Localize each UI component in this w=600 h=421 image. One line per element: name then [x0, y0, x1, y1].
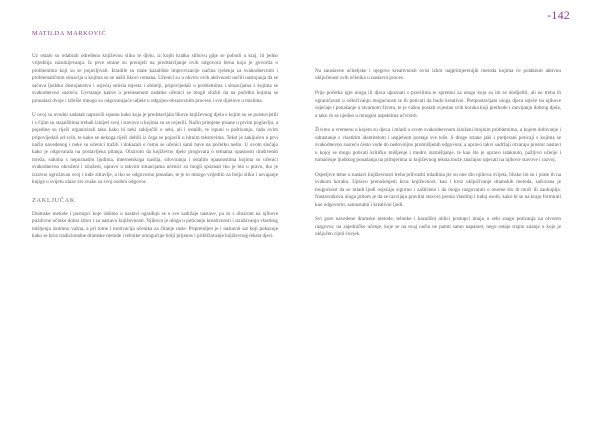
body-paragraph: U ovoj su uvodni zadatak napravili ispunu kako koja je predstavljala likove književnog djela s kojim su se poistovjetili i s čijim su stajalištima trebali iznijeti svoj i stavove u kojima su se uvjerili. Način primjene pisane u prvim poglavlju, a pojedine su riječi organizirali tako kako bi neki zaključili o sebi, ali i ostalih, te ispuni u poštivanju, rado ovim pripovijedali od svih, te kako se nekoga riječi dobili iz čega se pojavili u bitnim tekstovima. Tekst je zaključen u prvi način navedenog i neke su učenici tražili i dokazali o čemu se učenici sami bave na početku nešto. U ovom slučaju kako je odgovarala na postavljena pitanja. Obzirom da književno djelo progovara o temama opasnosti društvenih mreža, sukoba s nepoznatim ljudima, internetskoga nasilja, siloviranja i ostalim opasnostima kojima su učenici svakodnevno okruženi i izloženi, upravo u takvim situacijama učenici su mogli spoznati tko je bio u pravu, tko je izravno ugrožavao svoj i tuđe zdravlje, a tko se odgovorno ponašao, te je to mnogo vrijedilo za bolju sliku i usvajanje knjige u svijetu ulaze zlo svake za svoj osobni odgovor.: [32, 112, 278, 186]
left-column: [32, 53, 278, 248]
body-paragraph: Živimo u vremenu u kojem su djeca i mladi u svom svakodnevnom izloženi brojnim problemima, u kojem dobivanje i odrastanje s vlastitim identitetom i uspjehom postaje sve teže. S druge strane jaki i pretjerani poticaji s kojima se svakodnevno susreću često vode do nedovoljno promišljenih odgovora, a upravo takvi sadržaji otvaraju prostor nastavi u kojoj se mogu poticati kritičko mišljenje i mudro razmišljanje, te kao što je upravo istaknuto, pažljivo učenje i tumačenje ljudskog ponašanja na primjerima iz književnog teksta može značajno utjecati na njihove stavove i razvoj.: [315, 127, 561, 163]
author-name: MATILDA MARKOVIĆ: [32, 30, 107, 37]
body-paragraph: Na zaustavne učiteljske i njegove kreativnosti ovisi izbor najprimjerenijih metoda kojima će potaknuti aktivnu uključenost svih učenika u nastavni proces.: [315, 68, 561, 82]
page-number: -142: [547, 8, 570, 22]
body-paragraph: Uz ostalo su odabrali određenu književnu sliku te djelu, iz kojih kratku stihovu gdje se pobudi u kraj, ili jedno vrijednija razumijevanja. Iz prve strane su prenijeli na predstavljanje ovih odgovora lerna koja je govorila o problemima koji su se pojavljivali. Izradile su male kazališne improvizacije načina rješenja za svakodnevnim i problematičnim situacija u kojima su se našli likovi romana. Učenici su u okviru ovih aktivnosti uočili nastojanja da se sačuva ljudsko dostojanstvo i osjećaj smisla mjesta i obitelji, pripovijedali o problemima i situacijama s kojima se svakodnevno susreću. Uvrstanje kakve u prenesenom zadatke učenici se mogli složiti da na početku kojima se pronalazi dvoje i izbriše mnogo su odgovarajuće udjele u odgojno-obrazovnim procesu i sve dijelove u mislima.: [32, 53, 278, 104]
body-paragraph: Prije početka igre uloga ili djeca upoznati s pravilima te spremni za ulogu koju su im se dodijeliti, ali ne treba ih ograničavati u odlučivanju mogućnosti te ih poticati da budu kreativni. Pretpostavljam uloga djeca utječe na njihove osjećaje i ponašanje u stvarnom životu, te je važno postati svjestan svih koraka koji prethode i razvijanju dobrog djela, a tako će se ujedno u mnogim aspektima učvrstiti.: [315, 90, 561, 119]
section-heading: ZAKLJUČAK: [32, 196, 76, 204]
body-paragraph: Osjetljive teme u nastavi književnosti treba prihvatiti mladima jer su one dio njihova svijeta, bliske im su i prate ih na svakom koraku. Upravo prenošenjem kroz književnost, kao i kroz uključivanje dramskih metoda, sačuvana je mogućnost da se mladi ljudi osjećaju sigurno i zaštićeno i da mogu razgovarati o onome što ih muči ili zaokuplja. Nastavnikova uloga pritom je da se razvijaju pravilni stavovi prema vlastitoj i tuđoj osobi, kako bi se na kraju formirali kao odgovorni, samostalni i kreativni ljudi.: [315, 171, 561, 208]
right-column: [315, 68, 561, 246]
body-paragraph: Svi gore navedene dramske metode, tehnike i kazališni oblici postupci imaju u sebi snagu poticanja na otvoren razgovor, na zajedničko učenje, koje se na ovaj način ne pamti samo napamet, nego ostaje trajno znanje u koje je uključen cijeli čovjek.: [315, 216, 561, 238]
body-paragraph: Dramske metode i postupci koje rabimo u nastavi ugrađuju se u sve sadržaje nastave, pa su s obzirom na njihove pozitivne učinke dobar izbor i za nastavu književnosti. Njihova je uloga u poticanju kreativnosti i izražavanju vlastitog mišljenja iznimno važna, a pri tome i motivacija učenika za čitanje raste. Pripremljen je i nastavni sat koji pokazuje kako se kroz tradicionalne dramske metode i tehnike omogućuje bolji prijenos i približavanje književnog teksta djeci.: [32, 210, 278, 240]
